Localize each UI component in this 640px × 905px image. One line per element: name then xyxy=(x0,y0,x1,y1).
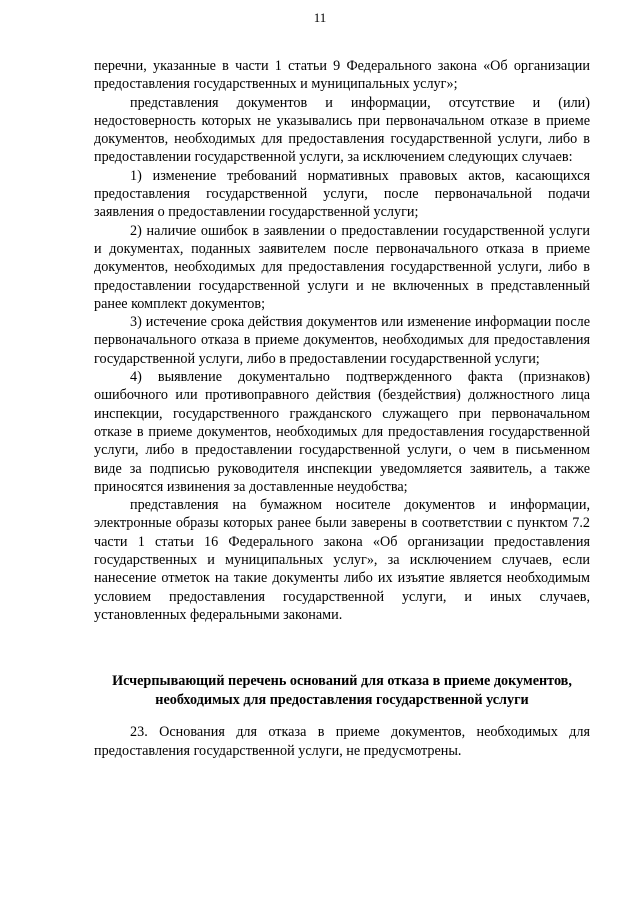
page-number: 11 xyxy=(313,10,327,25)
paragraph-paper-documents: представления на бумажном носителе документов и информации, электронные образы которых ранее были заверены в соответствии с пунктом 7.2 части 1 статьи 16 Федерального закона «Об организации предоставления государственных и муниципальных услуг», за исключением случаев, если нанесение отметок на такие документы либо их изъятие является необходимым условием предоставления государственной услуги, и иных случаев, установленных федеральными законами. xyxy=(94,497,590,623)
list-item-1: 1) изменение требований нормативных правовых актов, касающихся предоставления государственной услуги, после первоначальной подачи заявления о предоставлении государственной услуги; xyxy=(94,167,590,221)
section-heading: Исчерпывающий перечень оснований для отказа в приеме документов, необходимых для предоставления государственной услуги xyxy=(112,673,572,708)
paragraph-continued-list: перечни, указанные в части 1 статьи 9 Федерального закона «Об организации предоставления государственных и муниципальных услуг»; xyxy=(94,58,590,93)
list-item-3: 3) истечение срока действия документов или изменение информации после первоначального отказа в приеме документов, необходимых для предоставления государственной услуги, либо в предоставлении государственной услуги; xyxy=(94,314,590,367)
paragraph-documents-requirement: представления документов и информации, отсутствие и (или) недостоверность которых не указывались при первоначальном отказе в приеме документов, необходимых для предоставления государственной услуги, либо в предоставлении государственной услуги, за исключением следующих случаев: xyxy=(94,94,590,166)
list-item-4: 4) выявление документально подтвержденного факта (признаков) ошибочного или противоправного действия (бездействия) должностного лица инспекции, государственного гражданского служащего при первоначальном отказе в приеме документов, необходимых для предоставления государственной услуги, либо в предоставлении государственной услуги, о чем в письменном виде за подписью руководителя инспекции уведомляется заявитель, а также приносятся извинения за доставленные неудобства; xyxy=(94,369,590,495)
list-item-2: 2) наличие ошибок в заявлении о предоставлении государственной услуги и документах, поданных заявителем после первоначального отказа в приеме документов, необходимых для предоставления государственной услуги, либо в предоставлении государственной услуги и не включенных в представленный ранее комплект документов; xyxy=(94,222,590,312)
document-body xyxy=(94,57,590,624)
clause-23-paragraph: 23. Основания для отказа в приеме документов, необходимых для предоставления государственной услуги, не предусмотрены. xyxy=(94,724,590,759)
